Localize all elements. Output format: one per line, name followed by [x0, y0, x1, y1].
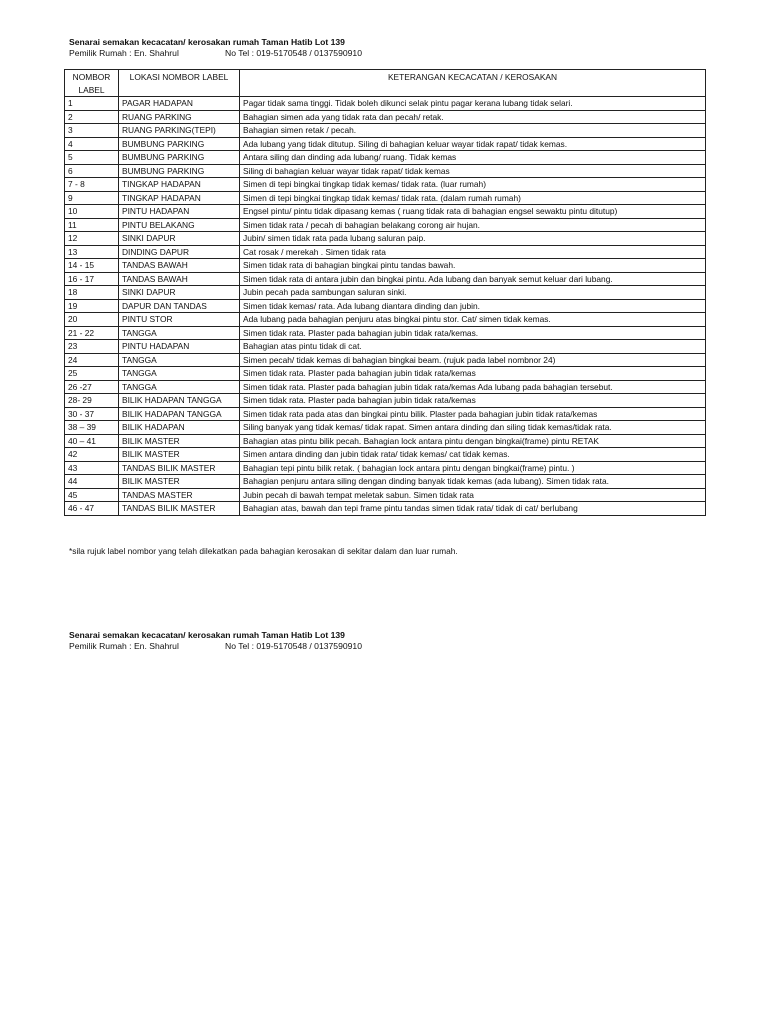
table-row: [65, 232, 706, 246]
location-cell: PINTU BELAKANG: [119, 218, 240, 232]
owner-name: Pemilik Rumah : En. Shahrul: [69, 48, 179, 58]
label-number-cell: 16 - 17: [65, 272, 119, 286]
description-cell: Simen di tepi bingkai tingkap tidak kemas/ tidak rata. (luar rumah): [240, 178, 706, 192]
table-row: [65, 110, 706, 124]
location-cell: RUANG PARKING(TEPI): [119, 124, 240, 138]
label-number-cell: 1: [65, 97, 119, 111]
phone-number-repeat: No Tel : 019-5170548 / 0137590910: [225, 641, 362, 651]
table-row: [65, 97, 706, 111]
table-row: [65, 313, 706, 327]
table-row: [65, 326, 706, 340]
description-cell: Simen tidak rata. Plaster pada bahagian jubin tidak rata/kemas.: [240, 326, 706, 340]
label-number-cell: 14 - 15: [65, 259, 119, 273]
description-cell: Simen di tepi bingkai tingkap tidak kemas/ tidak rata. (dalam rumah rumah): [240, 191, 706, 205]
label-number-cell: 44: [65, 475, 119, 489]
label-number-cell: 26 -27: [65, 380, 119, 394]
label-number-cell: 40 – 41: [65, 434, 119, 448]
label-number-cell: 10: [65, 205, 119, 219]
label-number-cell: 28- 29: [65, 394, 119, 408]
location-cell: PINTU HADAPAN: [119, 205, 240, 219]
label-number-cell: 20: [65, 313, 119, 327]
description-cell: Simen pecah/ tidak kemas di bahagian bingkai beam. (rujuk pada label nombnor 24): [240, 353, 706, 367]
label-number-cell: 18: [65, 286, 119, 300]
label-number-cell: 11: [65, 218, 119, 232]
table-row: [65, 434, 706, 448]
location-cell: TANDAS BAWAH: [119, 272, 240, 286]
owner-line-repeat: [69, 641, 362, 652]
description-cell: Simen tidak kemas/ rata. Ada lubang diantara dinding dan jubin.: [240, 299, 706, 313]
table-row: [65, 488, 706, 502]
location-cell: SINKI DAPUR: [119, 232, 240, 246]
description-cell: Simen tidak rata / pecah di bahagian belakang corong air hujan.: [240, 218, 706, 232]
document-header: [69, 37, 362, 59]
description-cell: Bahagian penjuru antara siling dengan dinding banyak tidak kemas (ada lubang). Simen tidak rata.: [240, 475, 706, 489]
location-cell: TINGKAP HADAPAN: [119, 178, 240, 192]
description-cell: Simen tidak rata. Plaster pada bahagian jubin tidak rata/kemas Ada lubang pada bahagian tersebut.: [240, 380, 706, 394]
description-cell: Simen tidak rata di bahagian bingkai pintu tandas bawah.: [240, 259, 706, 273]
label-number-cell: 3: [65, 124, 119, 138]
description-cell: Simen tidak rata di antara jubin dan bingkai pintu. Ada lubang dan banyak semut keluar dari lubang.: [240, 272, 706, 286]
table-row: [65, 245, 706, 259]
description-cell: Ada lubang pada bahagian penjuru atas bingkai pintu stor. Cat/ simen tidak kemas.: [240, 313, 706, 327]
table-row: [65, 407, 706, 421]
location-cell: TINGKAP HADAPAN: [119, 191, 240, 205]
location-cell: TANGGA: [119, 367, 240, 381]
location-cell: TANDAS BILIK MASTER: [119, 502, 240, 516]
location-cell: BILIK HADAPAN: [119, 421, 240, 435]
location-cell: BILIK MASTER: [119, 434, 240, 448]
location-cell: BUMBUNG PARKING: [119, 164, 240, 178]
label-number-cell: 30 - 37: [65, 407, 119, 421]
table-row: [65, 124, 706, 138]
label-number-cell: 12: [65, 232, 119, 246]
table-row: [65, 178, 706, 192]
description-cell: Siling di bahagian keluar wayar tidak rapat/ tidak kemas: [240, 164, 706, 178]
table-row: [65, 191, 706, 205]
location-cell: PINTU STOR: [119, 313, 240, 327]
table-row: [65, 448, 706, 462]
table-header-row: [65, 70, 706, 97]
document-title: Senarai semakan kecacatan/ kerosakan rumah Taman Hatib Lot 139: [69, 37, 345, 47]
label-number-cell: 45: [65, 488, 119, 502]
description-cell: Engsel pintu/ pintu tidak dipasang kemas ( ruang tidak rata di bahagian engsel sewaktu pintu ditutup): [240, 205, 706, 219]
description-cell: Bahagian atas, bawah dan tepi frame pintu tandas simen tidak rata/ tidak di cat/ berlubang: [240, 502, 706, 516]
location-cell: TANDAS BILIK MASTER: [119, 461, 240, 475]
footnote: *sila rujuk label nombor yang telah dilekatkan pada bahagian kerosakan di sekitar dalam dan luar rumah.: [69, 546, 458, 556]
table-row: [65, 367, 706, 381]
label-number-cell: 43: [65, 461, 119, 475]
table-row: [65, 461, 706, 475]
description-cell: Simen tidak rata pada atas dan bingkai pintu bilik. Plaster pada bahagian jubin tidak rata/kemas: [240, 407, 706, 421]
column-header-location: LOKASI NOMBOR LABEL: [119, 70, 240, 97]
column-header-description: KETERANGAN KECACATAN / KEROSAKAN: [240, 70, 706, 97]
description-cell: Bahagian simen retak / pecah.: [240, 124, 706, 138]
column-header-label-number: NOMBOR LABEL: [65, 70, 119, 97]
defect-table: [64, 69, 706, 516]
owner-name-repeat: Pemilik Rumah : En. Shahrul: [69, 641, 179, 651]
description-cell: Ada lubang yang tidak ditutup. Siling di bahagian keluar wayar tidak rapat/ tidak kemas.: [240, 137, 706, 151]
table-body: [65, 97, 706, 516]
description-cell: Jubin pecah pada sambungan saluran sinki.: [240, 286, 706, 300]
description-cell: Jubin pecah di bawah tempat meletak sabun. Simen tidak rata: [240, 488, 706, 502]
location-cell: BUMBUNG PARKING: [119, 151, 240, 165]
table-row: [65, 340, 706, 354]
table-row: [65, 421, 706, 435]
description-cell: Simen antara dinding dan jubin tidak rata/ tidak kemas/ cat tidak kemas.: [240, 448, 706, 462]
location-cell: PINTU HADAPAN: [119, 340, 240, 354]
description-cell: Bahagian atas pintu bilik pecah. Bahagian lock antara pintu dengan bingkai(frame) pintu RETAK: [240, 434, 706, 448]
location-cell: DINDING DAPUR: [119, 245, 240, 259]
location-cell: TANDAS BAWAH: [119, 259, 240, 273]
label-number-cell: 13: [65, 245, 119, 259]
table-row: [65, 475, 706, 489]
label-number-cell: 6: [65, 164, 119, 178]
location-cell: SINKI DAPUR: [119, 286, 240, 300]
description-cell: Bahagian simen ada yang tidak rata dan pecah/ retak.: [240, 110, 706, 124]
label-number-cell: 7 - 8: [65, 178, 119, 192]
label-number-cell: 19: [65, 299, 119, 313]
label-number-cell: 42: [65, 448, 119, 462]
label-number-cell: 21 - 22: [65, 326, 119, 340]
location-cell: PAGAR HADAPAN: [119, 97, 240, 111]
label-number-cell: 38 – 39: [65, 421, 119, 435]
location-cell: RUANG PARKING: [119, 110, 240, 124]
table-row: [65, 205, 706, 219]
location-cell: TANGGA: [119, 380, 240, 394]
table-row: [65, 299, 706, 313]
table-row: [65, 380, 706, 394]
label-number-cell: 24: [65, 353, 119, 367]
phone-number: No Tel : 019-5170548 / 0137590910: [225, 48, 362, 58]
table-row: [65, 164, 706, 178]
label-number-cell: 5: [65, 151, 119, 165]
location-cell: BUMBUNG PARKING: [119, 137, 240, 151]
location-cell: BILIK HADAPAN TANGGA: [119, 394, 240, 408]
description-cell: Cat rosak / merekah . Simen tidak rata: [240, 245, 706, 259]
location-cell: BILIK MASTER: [119, 448, 240, 462]
location-cell: TANDAS MASTER: [119, 488, 240, 502]
table-row: [65, 218, 706, 232]
description-cell: Bahagian atas pintu tidak di cat.: [240, 340, 706, 354]
description-cell: Siling banyak yang tidak kemas/ tidak rapat. Simen antara dinding dan siling tidak kemas/tidak rata.: [240, 421, 706, 435]
description-cell: Jubin/ simen tidak rata pada lubang saluran paip.: [240, 232, 706, 246]
owner-line: [69, 48, 362, 59]
table-row: [65, 137, 706, 151]
description-cell: Simen tidak rata. Plaster pada bahagian jubin tidak rata/kemas: [240, 367, 706, 381]
label-number-cell: 25: [65, 367, 119, 381]
description-cell: Simen tidak rata. Plaster pada bahagian jubin tidak rata/kemas: [240, 394, 706, 408]
description-cell: Antara siling dan dinding ada lubang/ ruang. Tidak kemas: [240, 151, 706, 165]
location-cell: TANGGA: [119, 326, 240, 340]
label-number-cell: 4: [65, 137, 119, 151]
table-row: [65, 394, 706, 408]
table-row: [65, 272, 706, 286]
description-cell: Pagar tidak sama tinggi. Tidak boleh dikunci selak pintu pagar kerana lubang tidak selari.: [240, 97, 706, 111]
table-row: [65, 259, 706, 273]
label-number-cell: 23: [65, 340, 119, 354]
location-cell: BILIK MASTER: [119, 475, 240, 489]
document-header-repeat: [69, 630, 362, 652]
location-cell: TANGGA: [119, 353, 240, 367]
table-row: [65, 286, 706, 300]
table-row: [65, 353, 706, 367]
table-row: [65, 151, 706, 165]
label-number-cell: 9: [65, 191, 119, 205]
label-number-cell: 2: [65, 110, 119, 124]
description-cell: Bahagian tepi pintu bilik retak. ( bahagian lock antara pintu dengan bingkai(frame) pintu. ): [240, 461, 706, 475]
document-title-repeat: Senarai semakan kecacatan/ kerosakan rumah Taman Hatib Lot 139: [69, 630, 345, 640]
location-cell: BILIK HADAPAN TANGGA: [119, 407, 240, 421]
location-cell: DAPUR DAN TANDAS: [119, 299, 240, 313]
table-row: [65, 502, 706, 516]
label-number-cell: 46 - 47: [65, 502, 119, 516]
